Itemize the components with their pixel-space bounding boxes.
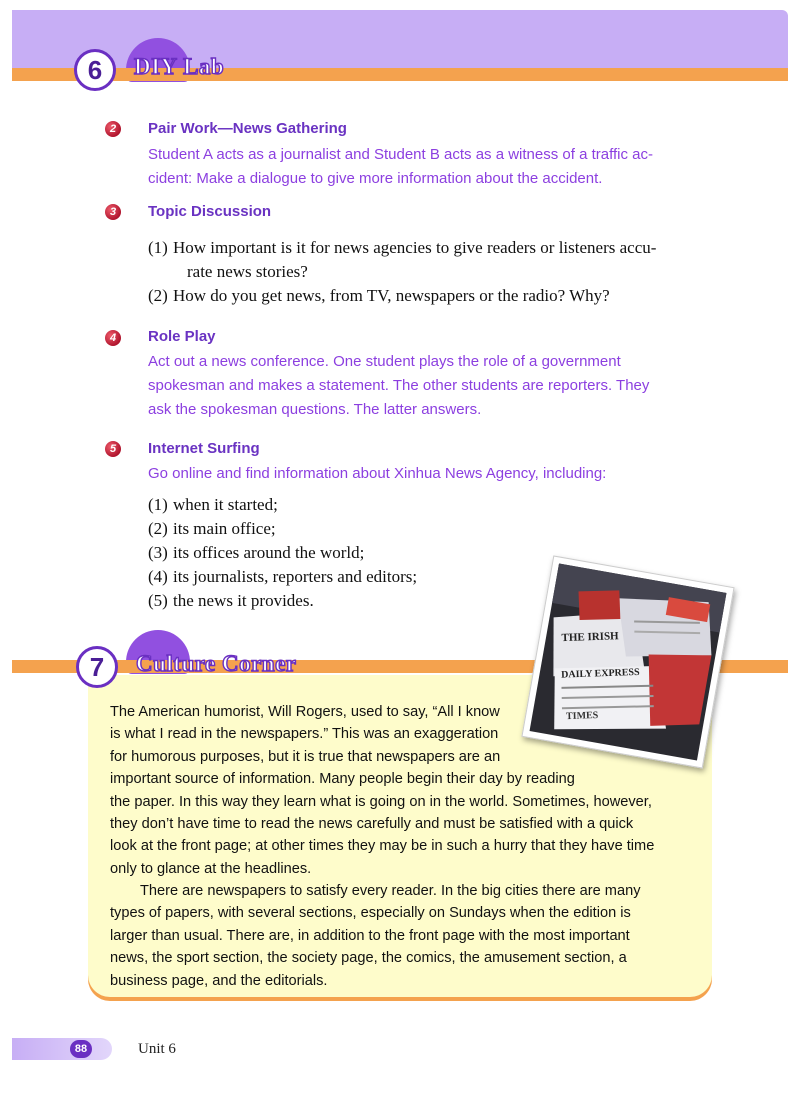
item-3-list xyxy=(148,236,714,308)
culture-paragraph-2 xyxy=(110,880,690,992)
list-item-number: (1) xyxy=(148,495,168,514)
list-item xyxy=(148,236,714,284)
item-2-line: cident: Make a dialogue to give more information about the accident. xyxy=(148,170,603,187)
list-item-text: its offices around the world; xyxy=(173,543,365,562)
section-6-header-line xyxy=(12,68,788,81)
item-5-intro: Go online and find information about Xinhua News Agency, including: xyxy=(148,465,607,482)
list-item-text: the news it provides. xyxy=(173,591,314,610)
list-item xyxy=(148,517,548,541)
item-3-title: Topic Discussion xyxy=(148,203,272,220)
list-item-text: How do you get news, from TV, newspapers or the radio? Why? xyxy=(173,286,610,305)
text-line: types of papers, with several sections, especially on Sundays when the edition is xyxy=(110,905,631,922)
list-item xyxy=(148,589,548,613)
list-item-number: (5) xyxy=(148,591,168,610)
item-5-title: Internet Surfing xyxy=(148,440,260,457)
section-7-number: 7 xyxy=(89,651,105,682)
item-2-title: Pair Work—News Gathering xyxy=(148,120,347,137)
list-item-number: (4) xyxy=(148,567,168,586)
list-item-text: its journalists, reporters and editors; xyxy=(173,567,418,586)
section-7-number-badge xyxy=(76,646,118,688)
item-2-line: Student A acts as a journalist and Student B acts as a witness of a traffic ac- xyxy=(148,146,654,163)
item-2-badge xyxy=(105,121,121,137)
list-item-number: (1) xyxy=(148,238,168,257)
list-item xyxy=(148,493,548,517)
footer-bar xyxy=(12,1038,112,1060)
text-line: larger than usual. There are, in addition to the front page with the most important xyxy=(110,927,630,944)
list-item-text: its main office; xyxy=(173,519,276,538)
item-4-badge xyxy=(105,330,121,346)
item-2-number: 2 xyxy=(109,123,117,135)
text-line: The American humorist, Will Rogers, used to say, “All I know xyxy=(110,704,500,720)
text-line: only to glance at the headlines. xyxy=(110,860,312,877)
item-5-badge xyxy=(105,441,121,457)
item-3-number: 3 xyxy=(109,206,117,218)
section-7-title: Culture Corner xyxy=(136,651,297,676)
list-item-text: How important is it for news agencies to give readers or listeners accu- xyxy=(173,238,657,257)
paper-masthead-express: DAILY EXPRESS xyxy=(560,666,640,681)
paper-masthead-times: TIMES xyxy=(565,710,599,723)
item-4-line: ask the spokesman questions. The latter answers. xyxy=(148,401,482,418)
list-item-number: (2) xyxy=(148,519,168,538)
paper-masthead-irish: THE IRISH xyxy=(561,630,619,645)
item-4-number: 4 xyxy=(109,332,117,344)
item-2-body xyxy=(148,143,714,191)
text-line: for humorous purposes, but it is true that newspapers are an xyxy=(110,748,501,765)
section-6-title: DIY Lab xyxy=(134,54,225,79)
text-line: look at the front page; at other times they may be in such a hurry that they have time xyxy=(110,838,655,855)
list-item xyxy=(148,284,714,308)
list-item-text: when it started; xyxy=(173,495,278,514)
item-4-body xyxy=(148,350,714,422)
section-6-number: 6 xyxy=(87,54,103,85)
list-item xyxy=(148,541,548,565)
page-number: 88 xyxy=(70,1040,92,1058)
unit-label: Unit 6 xyxy=(138,1041,176,1057)
list-item-text: rate news stories? xyxy=(187,262,308,281)
text-line: they don’t have time to read the news carefully and must be satisfied with a quick xyxy=(110,816,634,833)
text-line: There are newspapers to satisfy every reader. In the big cities there are many xyxy=(140,883,641,899)
culture-paragraph-1 xyxy=(110,701,690,880)
text-line: news, the sport section, the society page, the comics, the amusement section, a xyxy=(110,950,627,967)
list-item xyxy=(148,565,548,589)
text-line: important source of information. Many people begin their day by reading xyxy=(110,771,575,788)
item-4-title: Role Play xyxy=(148,328,216,345)
text-line: is what I read in the newspapers.” This was an exaggeration xyxy=(110,726,499,743)
text-line: business page, and the editorials. xyxy=(110,972,328,989)
list-item-number: (3) xyxy=(148,543,168,562)
section-6-number-badge xyxy=(74,49,116,91)
item-4-line: spokesman and makes a statement. The other students are reporters. They xyxy=(148,377,650,394)
item-3-badge xyxy=(105,204,121,220)
text-line: the paper. In this way they learn what is going on in the world. Sometimes, however, xyxy=(110,793,652,810)
list-item-number: (2) xyxy=(148,286,168,305)
item-4-line: Act out a news conference. One student plays the role of a government xyxy=(148,353,621,370)
item-5-list xyxy=(148,493,548,613)
item-5-number: 5 xyxy=(109,443,117,455)
